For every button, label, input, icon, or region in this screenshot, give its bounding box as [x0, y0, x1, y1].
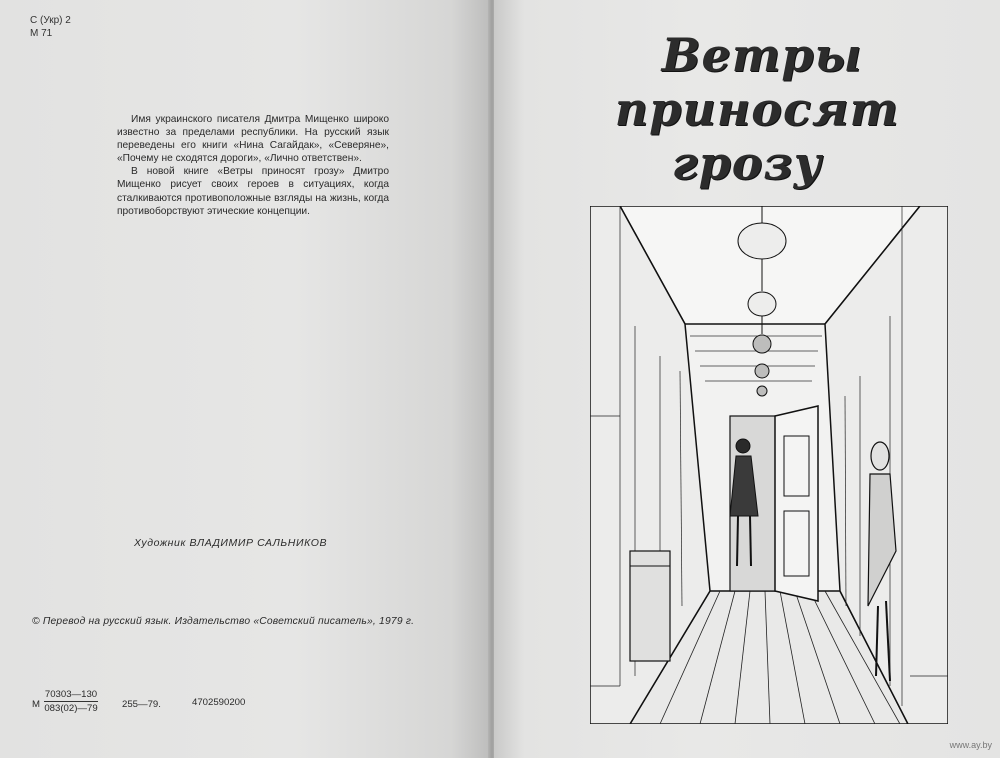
annotation-paragraph: Имя украинского писателя Дмитра Мищенко широко известно за пределами республики. На русский язык переведены его книги «Нина Сагайдак», «Северяне», «Почему не сходятся дороги», «Лично ответствен».	[117, 114, 389, 165]
class-code-line: С (Укр) 2	[30, 15, 71, 26]
biblio-isbn: 4702590200	[192, 697, 246, 708]
title-line: Ветры	[661, 28, 863, 82]
biblio-numerator: 70303—130	[44, 689, 98, 700]
class-code-line: М 71	[30, 28, 53, 39]
artist-credit: Художник ВЛАДИМИР САЛЬНИКОВ	[134, 537, 328, 549]
bibliographic-code	[32, 689, 292, 729]
biblio-denominator: 083(02)—79	[44, 703, 98, 714]
book-annotation	[117, 113, 389, 218]
left-page	[0, 0, 490, 758]
title-line: приносят	[614, 82, 900, 136]
classification-code	[30, 14, 71, 40]
corridor-illustration	[590, 206, 948, 724]
biblio-prefix: М	[32, 699, 40, 710]
biblio-fraction	[44, 689, 98, 716]
annotation-paragraph: В новой книге «Ветры приносят грозу» Дмитро Мищенко рисует своих героев в ситуациях, когда сталкиваются противоположные взгляды на жизнь, когда противоборствуют этические концепции.	[117, 166, 389, 217]
biblio-year-code: 255—79.	[122, 699, 161, 710]
right-page	[494, 0, 1000, 758]
book-title	[494, 28, 1000, 190]
title-line: грозу	[671, 136, 823, 190]
watermark: www.ay.by	[949, 740, 992, 750]
copyright-line: © Перевод на русский язык. Издательство «Советский писатель», 1979 г.	[32, 616, 415, 627]
